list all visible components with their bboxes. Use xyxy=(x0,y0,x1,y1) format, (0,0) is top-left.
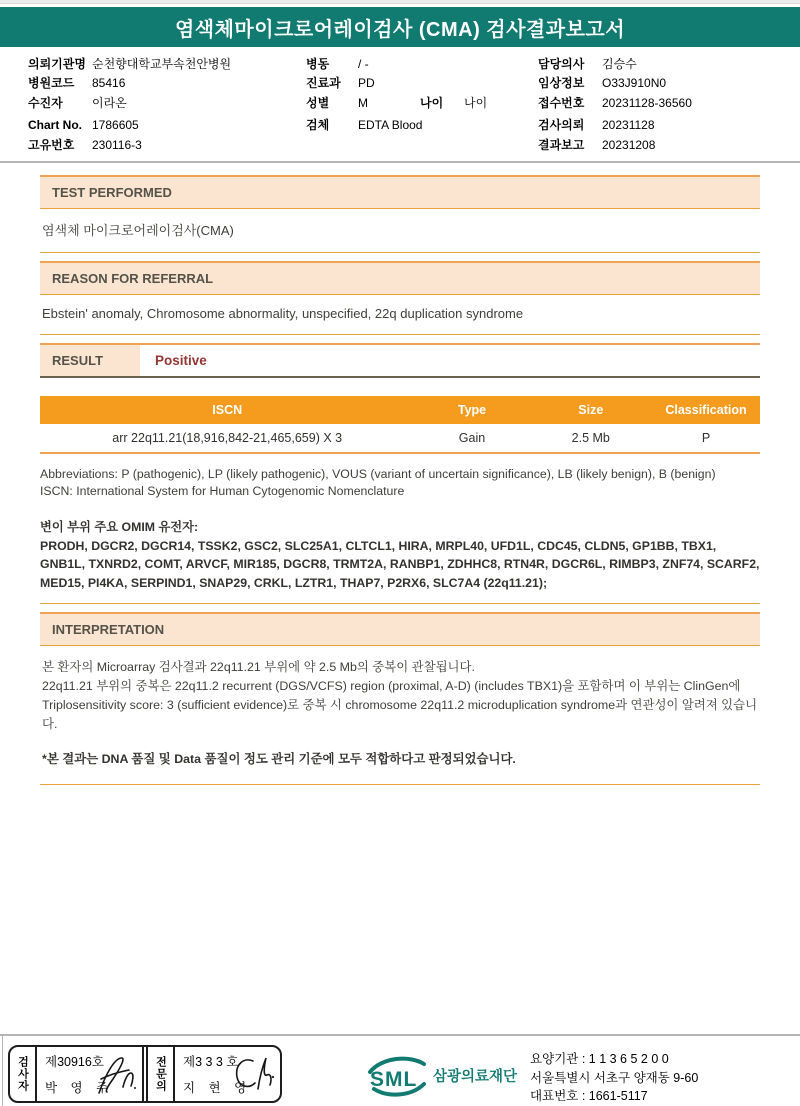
examiner-role-label: 검사자 xyxy=(10,1047,37,1101)
sml-logo-icon xyxy=(366,1055,428,1097)
lab-address: 서울특별시 서초구 양재동 9-60 xyxy=(530,1070,699,1085)
table-header-row xyxy=(40,396,760,424)
lab-org-name: 삼광의료재단 xyxy=(433,1069,518,1086)
care-institution-number: 요양기관 : 1 1 3 6 5 2 0 0 xyxy=(530,1051,669,1066)
lab-contact-info xyxy=(530,1050,698,1106)
result-table xyxy=(40,396,760,454)
field-label: 검체 xyxy=(306,118,330,133)
specialist-cert-no: 제3 3 3 호 xyxy=(183,1054,239,1069)
info-row-order-date xyxy=(538,118,800,132)
report-title: 염색체마이크로어레이검사 (CMA) 검사결과보고서 xyxy=(174,18,626,41)
field-value: EDTA Blood xyxy=(358,118,423,133)
interpretation-heading xyxy=(40,612,760,646)
field-value: PD xyxy=(358,76,375,91)
lab-phone-number: 대표번호 : 1661-5117 xyxy=(530,1089,648,1104)
examiner-name: 박 영 주 xyxy=(45,1080,114,1095)
info-row-accession-no xyxy=(538,96,800,110)
column-header-classification: Classification xyxy=(652,396,760,424)
field-value: 20231128 xyxy=(602,118,655,133)
field-value: 230116-3 xyxy=(92,137,142,152)
reason-for-referral-section xyxy=(40,261,760,335)
reason-for-referral-heading xyxy=(40,261,760,295)
field-value: 20231128-36560 xyxy=(602,95,692,110)
info-row-department xyxy=(306,76,538,90)
info-row-specimen xyxy=(306,118,538,132)
column-header-size: Size xyxy=(530,396,652,424)
table-row xyxy=(40,424,760,453)
top-strip xyxy=(0,0,800,4)
abbreviations-note xyxy=(40,466,760,501)
field-label: 병동 xyxy=(306,57,330,71)
result-value: Positive xyxy=(155,352,207,368)
field-label: 성별 xyxy=(306,95,330,110)
interpretation-paragraph-1: 본 환자의 Microarray 검사결과 22q11.21 부위에 약 2.5 Mb의 중복이 관찰됩니다. xyxy=(42,659,475,674)
cell-size: 2.5 Mb xyxy=(571,430,610,445)
omim-genes-block xyxy=(40,518,760,593)
info-row-sex-age xyxy=(306,96,538,110)
field-label: 진료과 xyxy=(306,76,341,91)
field-label: 접수번호 xyxy=(538,95,585,110)
cell-iscn: arr 22q11.21(18,916,842-21,465,659) X 3 xyxy=(112,430,343,445)
column-header-iscn: ISCN xyxy=(40,396,414,424)
patient-info-col2 xyxy=(306,57,538,157)
footer-left-edge-line xyxy=(2,1036,3,1106)
patient-info-col1 xyxy=(28,57,306,157)
field-value: 김승수 xyxy=(602,57,637,71)
info-row-report-date xyxy=(538,138,800,152)
info-row-hospital-code xyxy=(28,76,306,90)
field-label: 병원코드 xyxy=(28,76,75,91)
info-row-clinical-info xyxy=(538,76,800,90)
info-row-physician xyxy=(538,57,800,71)
reason-for-referral-content: Ebstein' anomaly, Chromosome abnormality, unspecified, 22q duplication syndrome xyxy=(40,295,760,335)
examiner-cert-no: 제30916호 xyxy=(45,1054,104,1069)
examiner-signature-cell xyxy=(37,1047,142,1101)
age-value: 나이 xyxy=(464,95,488,110)
qc-note: *본 결과는 DNA 품질 및 Data 품질이 정도 관리 기준에 모두 적합하다고 판정되었습니다. xyxy=(42,752,516,767)
field-value: 이라온 xyxy=(92,95,127,110)
info-row-unique-no xyxy=(28,138,306,152)
field-value: O33J910N0 xyxy=(602,76,667,91)
field-value: 20231208 xyxy=(602,137,656,152)
field-label: Chart No. xyxy=(28,118,82,133)
report-title-bar xyxy=(0,7,800,47)
field-label: 고유번호 xyxy=(28,137,75,152)
field-value: / - xyxy=(358,57,369,71)
omim-genes-list: PRODH, DGCR2, DGCR14, TSSK2, GSC2, SLC25A1, CLTCL1, HIRA, MRPL40, UFD1L, CDC45, CLDN5, GP1BB, TBX1, GNB1L, TXNRD2, COMT, ARVCF, MIR185, DGCR8, TRMT2A, RANBP1, ZDHHC8, RTN4R, DGCR6L, RIMBP3, ZNF74, SCARF2, MED15, PI4KA, SERPIND1, SNAP29, CRKL, LZTR1, THAP7, P2RX6, SLC7A4 (22q11.21); xyxy=(40,538,760,590)
cell-type: Gain xyxy=(458,430,486,445)
abbreviations-line: Abbreviations: P (pathogenic), LP (likely pathogenic), VOUS (variant of uncertain significance), LB (likely benign), B (benign) xyxy=(40,466,716,481)
info-row-ward xyxy=(306,57,538,71)
field-label: 결과보고 xyxy=(538,137,585,152)
info-row-institution xyxy=(28,57,306,71)
sex-value: M xyxy=(358,95,368,110)
lab-logo-block xyxy=(366,1055,517,1097)
field-value: 85416 xyxy=(92,76,126,91)
field-value: 순천향대학교부속천안병원 xyxy=(92,57,232,71)
info-row-chart-no xyxy=(28,118,306,132)
iscn-definition-line: ISCN: International System for Human Cytogenomic Nomenclature xyxy=(40,484,405,499)
result-section xyxy=(40,343,760,378)
field-label: 검사의뢰 xyxy=(538,118,585,133)
blank-area xyxy=(0,785,800,1034)
interpretation-paragraph-2: 22q11.21 부위의 중복은 22q11.2 recurrent (DGS/VCFS) region (proximal, A-D) (includes TBX1)을 포함하며 이 부위는 ClinGen에 Triplosensitivity score: 3 (sufficient evidence)로 중복 시 chromosome 22q11.2 microduplication syndrome과 연관성이 알려져 있습니다. xyxy=(42,678,758,732)
examiner-signature-icon xyxy=(95,1053,139,1097)
field-value xyxy=(358,96,487,110)
omim-genes-title: 변이 부위 주요 OMIM 유전자: xyxy=(40,519,199,534)
field-value: 1786605 xyxy=(92,118,139,133)
field-label: 수진자 xyxy=(28,95,63,110)
age-label: 나이 xyxy=(420,95,444,110)
interpretation-content xyxy=(40,646,760,770)
specialist-name: 지 현 영 xyxy=(183,1080,252,1095)
test-performed-section xyxy=(40,175,760,253)
column-header-type: Type xyxy=(414,396,529,424)
patient-info-section xyxy=(0,47,800,161)
section-title: TEST PERFORMED xyxy=(52,184,172,200)
divider-line xyxy=(40,603,760,604)
field-label: 임상정보 xyxy=(538,76,585,91)
section-title: INTERPRETATION xyxy=(52,621,165,637)
cell-classification: P xyxy=(701,430,711,445)
field-label: 담당의사 xyxy=(538,57,585,71)
specialist-signature-icon xyxy=(231,1053,277,1097)
section-title: REASON FOR REFERRAL xyxy=(52,270,214,286)
test-performed-heading xyxy=(40,175,760,209)
field-label: 의뢰기관명 xyxy=(28,57,86,71)
result-heading: RESULT xyxy=(40,345,140,376)
patient-info-col3 xyxy=(538,57,800,157)
footer xyxy=(0,1036,800,1106)
sml-logo-text: SML xyxy=(370,1067,418,1091)
specialist-signature-cell xyxy=(175,1047,280,1101)
report-body xyxy=(40,163,760,785)
interpretation-section xyxy=(40,612,760,785)
test-performed-content: 염색체 마이크로어레이검사(CMA) xyxy=(40,209,760,253)
specialist-role-label: 전문의 xyxy=(148,1047,175,1101)
info-row-patient-name xyxy=(28,96,306,110)
signature-box xyxy=(8,1045,282,1103)
